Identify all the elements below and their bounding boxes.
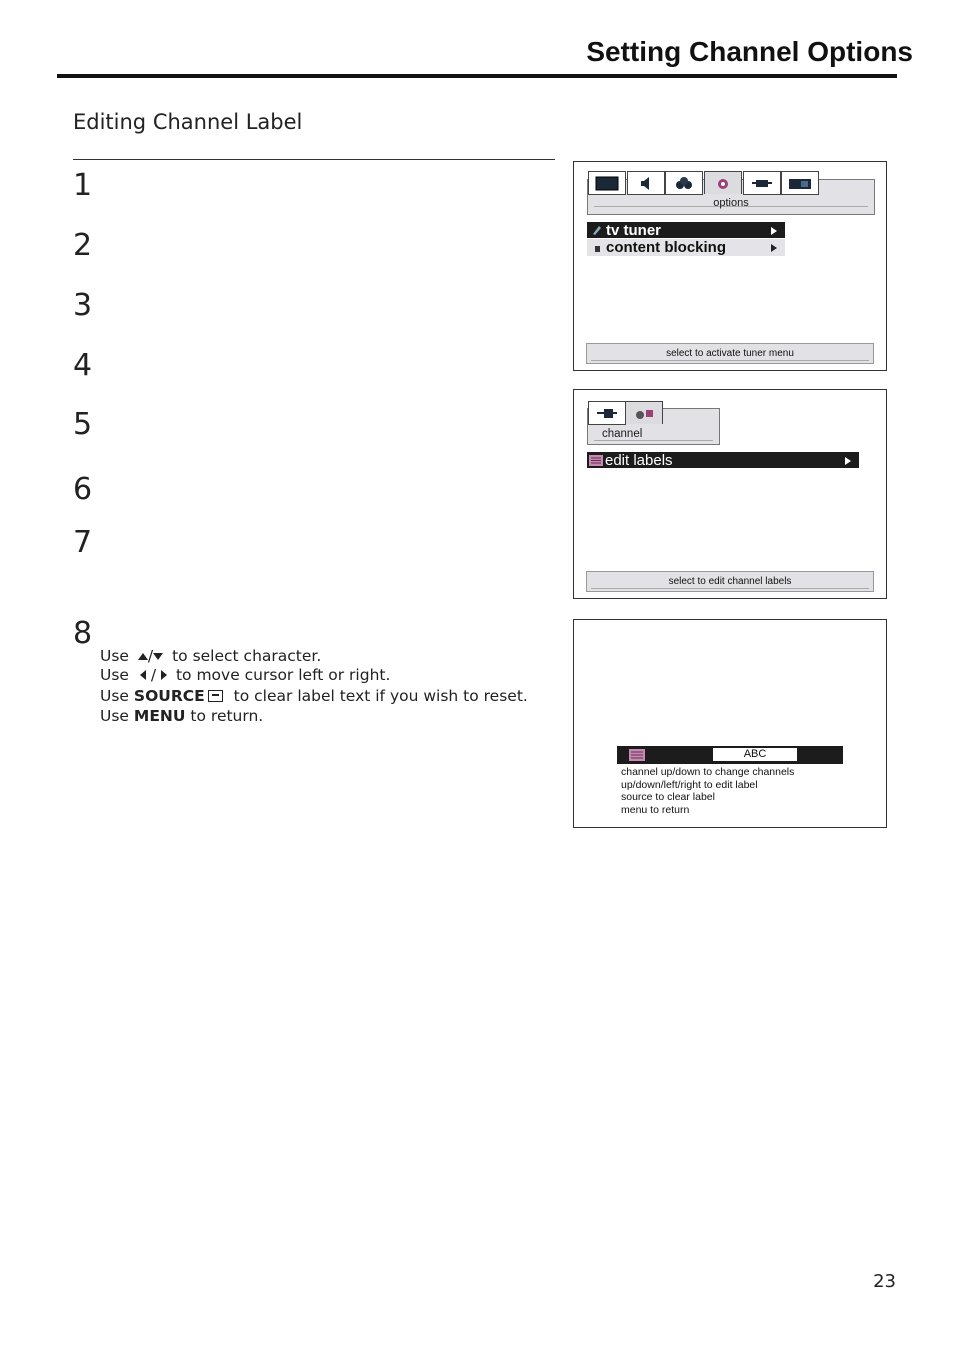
arrow-left-icon — [140, 670, 146, 680]
help-text — [621, 766, 794, 817]
step-number-8: 8 — [73, 616, 93, 651]
channel-tab-label: channel — [602, 428, 643, 440]
tab-channel[interactable] — [588, 401, 626, 425]
status-bar — [586, 343, 874, 364]
section-rule — [73, 159, 555, 160]
tv-tuner-label: tv tuner — [606, 221, 662, 239]
status-text: select to activate tuner menu — [666, 348, 794, 359]
screen-options-menu — [573, 161, 887, 371]
instruction-select-character: Use / to select character. — [100, 647, 322, 665]
tab-people[interactable] — [665, 171, 703, 195]
edit-labels-label: edit labels — [605, 451, 673, 469]
menu-item-edit-labels[interactable] — [587, 452, 859, 468]
help-line: channel up/down to change channels — [621, 766, 795, 778]
options-tab-label: options — [713, 197, 749, 209]
step-number-1: 1 — [73, 168, 93, 203]
source-icon — [208, 690, 223, 702]
tv-icon — [595, 176, 619, 191]
help-line: up/down/left/right to edit label — [621, 778, 758, 791]
instruction-clear-label: Use SOURCE to clear label text if you wish to reset. — [100, 687, 528, 705]
section-title: Editing Channel Label — [73, 110, 303, 134]
screen-channel-menu — [573, 389, 887, 599]
menu-item-tv-tuner[interactable] — [587, 222, 785, 238]
tuner-icon — [591, 224, 603, 236]
options-icon — [711, 176, 735, 191]
label-icon — [589, 455, 603, 466]
status-text: select to edit channel labels — [668, 576, 792, 587]
screen-edit-label — [573, 619, 887, 828]
arrow-right-icon — [161, 670, 167, 680]
instruction-move-cursor: Use / to move cursor left or right. — [100, 666, 391, 684]
help-line: source to clear label — [621, 791, 715, 804]
arrow-up-icon — [138, 653, 148, 660]
tab-audio[interactable] — [627, 171, 665, 195]
title-rule — [57, 74, 897, 78]
people-icon — [672, 176, 696, 191]
tab-channel[interactable] — [743, 171, 781, 195]
status-bar — [586, 571, 874, 592]
step-number-7: 7 — [73, 525, 93, 560]
step-number-3: 3 — [73, 288, 93, 323]
source-key: SOURCE — [133, 687, 205, 705]
tv-tuner-icon — [632, 406, 656, 421]
channel-icon — [595, 406, 619, 421]
chevron-right-icon — [845, 457, 851, 465]
channel-icon — [750, 176, 774, 191]
label-edit-bar — [617, 746, 843, 764]
label-input[interactable]: ABC — [713, 748, 797, 761]
step-number-4: 4 — [73, 348, 93, 383]
tab-options[interactable] — [704, 171, 742, 194]
content-blocking-label: content blocking — [606, 239, 726, 256]
tab-window[interactable] — [781, 171, 819, 195]
chevron-right-icon — [771, 244, 777, 252]
window-icon — [788, 176, 812, 191]
speaker-icon — [634, 176, 658, 191]
arrow-down-icon — [153, 653, 163, 660]
page-number: 23 — [873, 1271, 896, 1292]
lock-icon — [591, 242, 603, 254]
step-number-6: 6 — [73, 472, 93, 507]
page-title: Setting Channel Options — [586, 36, 913, 67]
menu-item-content-blocking[interactable] — [587, 239, 785, 256]
step-number-5: 5 — [73, 407, 93, 442]
label-icon — [629, 749, 645, 761]
help-line: menu to return — [621, 804, 690, 817]
instruction-return: Use MENU to return. — [100, 707, 264, 725]
tab-tv-tuner[interactable] — [625, 401, 663, 424]
step-number-2: 2 — [73, 228, 93, 263]
menu-key: MENU — [133, 707, 186, 725]
tab-tv[interactable] — [588, 171, 626, 195]
chevron-right-icon — [771, 227, 777, 235]
